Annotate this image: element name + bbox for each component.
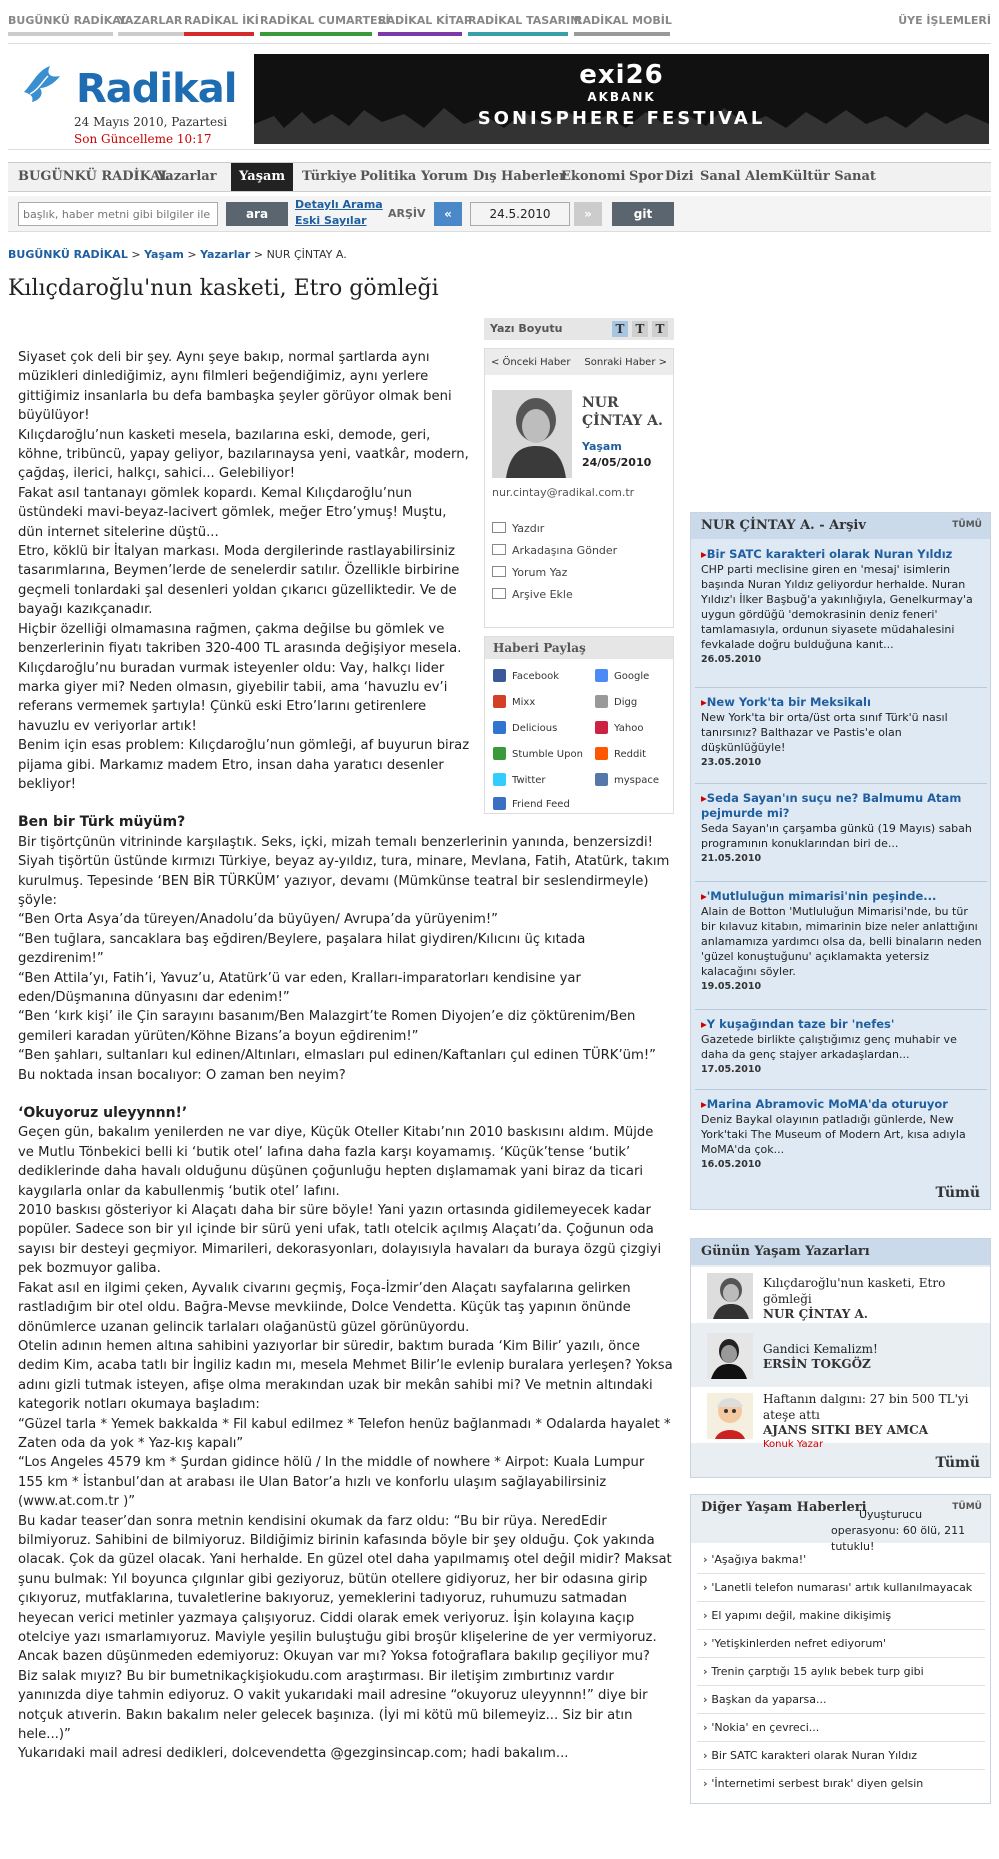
- author-archive: [690, 512, 991, 1210]
- other-news-item[interactable]: › El yapımı değil, makine dikişimiş: [703, 1609, 891, 1622]
- archive-item-text: CHP parti meclisine giren en 'mesaj' isimlerin başında Nuran Yıldız geliyordur herhalde. Nuran Yıldız'ı İlker Başbuğ'a yakınlığıyla, Genelkurmay'a uygun gördüğü 'demokrasinin deniz feneri' tamlamasıyla, ordunun siyasete müdahalesini fevkalade doğru bulduğuna kanıt...: [701, 563, 973, 651]
- share-friendfeed[interactable]: Friend Feed: [493, 797, 570, 810]
- archive-item-title[interactable]: ▸ Y kuşağından taze bir 'nefes': [701, 1017, 983, 1032]
- detailed-search-link[interactable]: Detaylı Arama: [295, 198, 383, 211]
- share-mixx[interactable]: Mixx: [493, 695, 535, 708]
- article-paragraph: Bu noktada insan bocalıyor: O zaman ben neyim?: [18, 1067, 346, 1083]
- yahoo-icon: [595, 721, 608, 734]
- nav-sanal-alem[interactable]: Sanal Alem: [700, 169, 783, 184]
- article-paragraph: Fakat asıl tantanayı gömlek kopardı. Kemal Kılıçdaroğlu’nun üstündeki mavi-beyaz-lacivert gömlek, meğer Etro’ymuş! Muştu, dün internet sitelerine düştü...: [18, 485, 447, 540]
- prev-next-bar: [485, 349, 673, 375]
- next-article-link[interactable]: Sonraki Haber >: [584, 357, 667, 368]
- nav-politika[interactable]: Politika: [360, 169, 417, 184]
- archive-header: [691, 513, 990, 539]
- article-paragraph: Kılıçdaroğlu’nun kasketi mesela, bazılarına eski, demode, geri, köhne, tribüncü, yapay geliyor, bazılarınaysa yeni, vaatkâr, modern, çağdaş, ilerici, halkçı, sahici... Gelebiliyor!: [18, 427, 469, 482]
- writer-article-title[interactable]: Haftanın dalgını: 27 bin 500 TL'yi ateşe attı: [763, 1392, 969, 1422]
- article-paragraph: “Los Angeles 4579 km * Şurdan gidince hölü / In the middle of nowhere * Airpot: Kuala Lumpur 155 km * İstanbul’dan at arabası ile Ulan Bator’a hızlı ve konforlu ulaşım sağlayabilirsiniz (www.at.com.tr )”: [18, 1455, 645, 1510]
- delicious-icon: [493, 721, 506, 734]
- topbar-link-mobil[interactable]: RADİKAL MOBİL: [574, 14, 670, 27]
- last-update: Son Güncelleme 10:17: [74, 132, 212, 146]
- digg-icon: [595, 695, 608, 708]
- dove-logo-icon: [20, 62, 66, 106]
- breadcrumb-writers[interactable]: Yazarlar: [200, 248, 251, 261]
- share-title: Haberi Paylaş: [485, 637, 673, 659]
- other-news-item[interactable]: › 'İnternetimi serbest bırak' diyen gelsin: [703, 1777, 923, 1790]
- article-paragraph: Yukarıdaki mail adresi dedikleri, dolcevendetta @gezginsincap.com; hadi bakalım...: [18, 1746, 569, 1762]
- search-button[interactable]: ara: [226, 202, 288, 226]
- archive-title: NUR ÇİNTAY A. - Arşiv: [701, 518, 866, 533]
- folder-icon: [492, 588, 506, 599]
- archive-item-date: 19.05.2010: [701, 981, 762, 992]
- writer-name[interactable]: ERSİN TOKGÖZ: [763, 1357, 871, 1371]
- archive-item-text: Seda Sayan'ın çarşamba günkü (19 Mayıs) sabah programının konuklarından biri de...: [701, 822, 972, 850]
- article-paragraph: “Ben Attila’yı, Fatih’i, Yavuz’u, Atatürk’ü var eden, Kralları-imparatorları kendisine yar eden/Düşmanına dünyasını dar edenim!”: [18, 970, 581, 1005]
- network-bar: [8, 8, 991, 44]
- comment-icon: [492, 566, 506, 577]
- archive-next-button[interactable]: »: [574, 202, 602, 226]
- author-email[interactable]: nur.cintay@radikal.com.tr: [492, 486, 635, 499]
- other-news-item[interactable]: › 'Lanetli telefon numarası' artık kullanılmayacak: [703, 1581, 972, 1594]
- facebook-icon: [493, 669, 506, 682]
- archive-item-text: Deniz Baykal olayının patladığı günlerde, New York'taki The Museum of Modern Art, kısa adıyla MoMA'da çok...: [701, 1113, 966, 1156]
- writer-photo: [707, 1393, 753, 1439]
- writer-article-title[interactable]: Kılıçdaroğlu'nun kasketi, Etro gömleği: [763, 1276, 946, 1306]
- site-logo[interactable]: [16, 54, 256, 114]
- archive-prev-button[interactable]: «: [434, 202, 462, 226]
- twitter-icon: [493, 773, 506, 786]
- nav-spor[interactable]: Spor: [629, 169, 663, 184]
- archive-item-title[interactable]: ▸ New York'ta bir Meksikalı: [701, 695, 983, 710]
- archive-item-date: 21.05.2010: [701, 853, 762, 864]
- author-photo: [492, 390, 572, 478]
- archive-item-title[interactable]: ▸ Bir SATC karakteri olarak Nuran Yıldız: [701, 547, 983, 562]
- article-paragraph: Otelin adının hemen altına sahibini yazıyorlar bir süredir, baktım burada ‘Kim Bilir’ yazılı, önce dedim Kim, acaba tatlı bir İngiliz kadın mı, mesela Mehmet Bilir’le evlenip buralara yerleşen? Yoksa adını gizli tutmak isteyen, afişe olma merakından uzak bir mekân sahibi mi? Ve metnin altındaki kategorik notları okumaya başladım:: [18, 1338, 673, 1413]
- share-reddit[interactable]: Reddit: [595, 747, 646, 760]
- archive-item[interactable]: [701, 695, 983, 770]
- banner-brand: exi26: [579, 60, 664, 90]
- ad-banner[interactable]: [254, 54, 989, 144]
- archive-item-title[interactable]: ▸ 'Mutluluğun mimarisi'nin peşinde...: [701, 889, 983, 904]
- archive-item[interactable]: [701, 791, 983, 866]
- writer-row[interactable]: [691, 1387, 990, 1450]
- article-paragraph: Fakat asıl en ilgimi çeken, Ayvalık civarını geçmiş, Foça-İzmir’den Alaçatı sayfalarına gelirken rastladığım bir otel oldu. Bağra-Mevse mevkiinde, Dolce Vendetta. Küçük taş yapının önünde dönümlerce uzanan gelincik tarlaları olağanüstü güzel görünüyordu.: [18, 1280, 631, 1335]
- prev-article-link[interactable]: < Önceki Haber: [491, 357, 571, 368]
- mixx-icon: [493, 695, 506, 708]
- comment-action[interactable]: Yorum Yaz: [492, 566, 567, 579]
- share-google[interactable]: Google: [595, 669, 649, 682]
- article-paragraph: Benim için esas problem: Kılıçdaroğlu’nun gömleği, af buyurun biraz pijama gibi. Markamız madem Etro, insan daha yaratıcı desenler bekliyor!: [18, 738, 470, 792]
- nav-yasam[interactable]: Yaşam: [231, 163, 293, 191]
- article-tools: [484, 318, 674, 810]
- other-news-item[interactable]: › 'Yetişkinlerden nefret ediyorum': [703, 1637, 886, 1650]
- article-paragraph: “Ben tuğlara, sancaklara baş eğdiren/Beylere, paşalara hilat giydiren/Kılıcını üç kıtada gezdirenim!”: [18, 931, 586, 967]
- other-news-item[interactable]: › Trenin çarptığı 15 aylık bebek turp gibi: [703, 1665, 924, 1678]
- section-heading: Ben bir Türk müyüm?: [18, 814, 186, 831]
- share-digg[interactable]: Digg: [595, 695, 637, 708]
- writer-row[interactable]: [691, 1267, 990, 1323]
- nav-ekonomi[interactable]: Ekonomi: [561, 169, 626, 184]
- archive-item-date: 17.05.2010: [701, 1064, 762, 1075]
- font-size-bar: [484, 318, 674, 340]
- other-news-header: [691, 1495, 990, 1553]
- share-myspace[interactable]: myspace: [595, 773, 659, 786]
- article-paragraph: Bu kadar teaser’dan sonra metnin kendisini okumak da farz oldu: “Bu bir rüya. NeredEdir bilmiyoruz. Sahibini de bilmiyoruz. Bildiğimiz birinin kafasında böyle bir şey olduğu. Çok yakında olacak. Çok da güzel olacak. Yani herhalde. En güzel otel daha yapılmamış otel değil midir? Maksat şunu bulmak: Yıl boyunca çılgınlar gibi geziyoruz, bütün otellere gidiyoruz, her bir odasına girip çıkıyoruz, mutfaklarına, tuvaletlerine bakıyoruz, yemeklerini tadıyoruz, ruhumuzu satmadan heyecan verici metinler yazmaya çalışıyoruz. Ciddi olarak emek veriyoruz. İşin kolayına kaçıp otelciye yazı ısmarlamıyoruz. Maviyle yeşilin buluştuğu gibi broşür klişelerine de yer vermiyoruz. Ancak bazen düşünmeden edemiyoruz: Okuyan var mı? Yoksa fotoğraflara bakılıp geçiliyor mu? Biz salak mıyız? Bu bir bumetnikaçkişiokudu.com araştırması. Bir iletişim zımbırtınız vardır yanınızda diye tahmin ediyoruz. O vakit yukarıdaki mail adresine “okuyoruz uleyynnn!” diye bir notçuk atıverin. Bakın bakalım neler gelecek başınıza. (İyi mi kötü mü bilemeyiz... Siz bir atın hele...)”: [18, 1513, 672, 1743]
- topbar-link-bugunku[interactable]: BUGÜNKÜ RADİKAL: [8, 14, 113, 27]
- other-news-item[interactable]: › Başkan da yaparsa...: [703, 1693, 826, 1706]
- article-paragraph: Kılıçdaroğlu’nu buradan vurmak isteyenler oldu: Vay, halkçı lider marka giyer mi? Neden olmasın, giyebilir tabii, ama ‘havuzlu ev’i referans vermemek şartıyla! Çünkü eski Etro’larını getirenlere havuzlu ev veriyorlar artık!: [18, 660, 448, 734]
- other-news-item[interactable]: › Bir SATC karakteri olarak Nuran Yıldız: [703, 1749, 917, 1762]
- author-name[interactable]: NUR ÇİNTAY A.: [582, 395, 663, 429]
- writers-title: Günün Yaşam Yazarları: [701, 1244, 870, 1259]
- writer-photo: [707, 1273, 753, 1319]
- guest-writer-label: Konuk Yazar: [763, 1439, 824, 1450]
- article-paragraph: Geçen gün, bakalım yenilerden ne var diye, Küçük Oteller Kitabı’nın 2010 baskısını aldım. Müjde ve Mutlu Tönbekici belli ki ‘butik otel’ lafına daha fazla karşı koyamamış. ‘Küçük’tense ‘butik’ dediklerinde daha havalı olduğunu düşünen çoğunluğu hepten dışlamamak yani biraz da ticari kaygılarla onlar da kabullenmiş ‘butik otel’ lafını.: [18, 1125, 654, 1199]
- writers-header: [691, 1239, 990, 1265]
- archive-item-date: 23.05.2010: [701, 757, 762, 768]
- writer-article-title[interactable]: Gandici Kemalizm!: [763, 1342, 878, 1356]
- writer-row[interactable]: [691, 1327, 990, 1383]
- other-news-item[interactable]: › 'Nokia' en çevreci...: [703, 1721, 819, 1734]
- author-portrait-icon: [492, 390, 572, 478]
- article-paragraph: “Ben şahları, sultanları kul edinen/Altınları, elmasları pul edinen/Kaftanları çul edinen TÜRK’üm!”: [18, 1048, 656, 1064]
- old-issues-link[interactable]: Eski Sayılar: [295, 214, 367, 227]
- article-paragraph: “Ben Orta Asya’da türeyen/Anadolu’da büyüyen/ Avrupa’da yürüyenim!”: [18, 912, 499, 928]
- article-paragraph: Bir tişörtçünün vitrininde karşılaştık. Seks, içki, mizah temalı benzerlerinin yanında, benzersizdi! Siyah tişörtün üstünde kırmızı Türkiye, beyaz ay-yıldız, tura, minare, Mevlana, Fatih, Atatürk, takım kurulmuş. Tepesinde ‘BEN BİR TÜRKÜM’ yazıyor, devamı (Mümkünse teatral bir seslendirmeyle) şöyle:: [18, 834, 670, 908]
- printer-icon: [492, 522, 506, 533]
- archive-label: ARŞİV: [388, 207, 426, 220]
- archive-footer-link[interactable]: Tümü: [935, 1185, 980, 1201]
- member-link[interactable]: ÜYE İŞLEMLERİ: [898, 14, 991, 27]
- other-news: [690, 1494, 991, 1804]
- topbar-link-cumartesi[interactable]: RADİKAL CUMARTESİ: [260, 14, 372, 27]
- nav-dizi[interactable]: Dizi: [665, 169, 694, 184]
- banner-sponsor: AKBANK: [587, 90, 656, 104]
- archive-item-text: Gazetede birlikte çalıştığımız genç muhabir ve daha da genç stajyer arkadaşlardan...: [701, 1033, 957, 1061]
- archive-item[interactable]: [701, 1097, 983, 1172]
- writer-portrait-icon: [707, 1333, 753, 1379]
- other-news-item[interactable]: › 'Aşağıya bakma!': [703, 1553, 806, 1566]
- article-paragraph: 2010 baskısı gösteriyor ki Alaçatı daha bir süre böyle! Yani yazın ortasında gidilemeyecek kadar popüler. Sadece son bir yıl içinde bir sürü yeni ufak, tatlı otelcik açılmış Alaçatı’da. Çoğunun oda sayısı bir desteyi geçmiyor. Mimarileri, dekorasyonları, dolayısıyla havaları da buraya özgü çizgiyi pek bozmuyor galiba.: [18, 1203, 662, 1277]
- nav-yorum[interactable]: Yorum: [421, 169, 468, 184]
- site-header: [8, 50, 991, 150]
- font-size-label: Yazı Boyutu: [490, 322, 563, 335]
- share-twitter[interactable]: Twitter: [493, 773, 546, 786]
- breadcrumb-sep-2: >: [183, 248, 201, 261]
- font-small-button[interactable]: T: [612, 321, 628, 337]
- article-paragraph: Etro, köklü bir İtalyan markası. Moda dergilerinde rastlayabilirsiniz tasarımlarına, Beymen’lerde de senelerdir satılır. Özellikle birbirine geçmeli tonlardaki şal desenleri yoldan çıkarıcı güzelliktedir. Ve de bayağı kazıkçanadır.: [18, 544, 460, 618]
- nav-dis-haberler[interactable]: Dış Haberler: [473, 169, 567, 184]
- archive-item[interactable]: [701, 547, 983, 667]
- breadcrumb-current: NUR ÇİNTAY A.: [266, 248, 347, 261]
- breadcrumb-section[interactable]: Yaşam: [144, 248, 184, 261]
- breadcrumb: [8, 248, 347, 261]
- page-title: Kılıçdaroğlu'nun kasketi, Etro gömleği: [8, 276, 439, 301]
- search-input[interactable]: [18, 202, 218, 226]
- other-news-all-link[interactable]: TÜMÜ: [952, 1502, 982, 1512]
- banner-event: SONISPHERE FESTIVAL: [477, 108, 766, 129]
- current-date: 24 Mayıs 2010, Pazartesi: [74, 115, 228, 129]
- other-news-title: Diğer Yaşam Haberleri: [701, 1500, 867, 1515]
- topbar-link-iki[interactable]: RADİKAL İKİ: [184, 14, 254, 27]
- writer-photo: [707, 1333, 753, 1379]
- nav-turkiye[interactable]: Türkiye: [302, 169, 357, 184]
- writer-name[interactable]: AJANS SITKI BEY AMCA: [763, 1423, 929, 1437]
- share-facebook[interactable]: Facebook: [493, 669, 559, 682]
- article-paragraph: “Ben ‘kırk kişi’ ile Çin sarayını basanım/Ben Malazgirt’te Romen Diyojen’e diz çöktürenim/Ben gemileri karadan yürüten/Köhne Bizans’a boyun eğdirenim!”: [18, 1009, 636, 1044]
- cartoon-portrait-icon: [707, 1393, 753, 1439]
- share-delicious[interactable]: Delicious: [493, 721, 557, 734]
- stumbleupon-icon: [493, 747, 506, 760]
- main-nav: [8, 162, 991, 192]
- breadcrumb-sep-3: >: [250, 248, 267, 261]
- archive-item-date: 26.05.2010: [701, 654, 762, 665]
- daily-writers: [690, 1238, 991, 1478]
- nav-kultur-sanat[interactable]: Kültür Sanat: [782, 169, 876, 184]
- print-action[interactable]: Yazdır: [492, 522, 544, 535]
- nav-bugunku[interactable]: BUGÜNKÜ RADİKAL: [18, 169, 170, 184]
- archive-go-button[interactable]: git: [612, 202, 674, 226]
- archive-date-input[interactable]: 24.5.2010: [470, 202, 570, 226]
- article-date: 24/05/2010: [582, 456, 652, 469]
- archive-item-title[interactable]: ▸ Marina Abramovic MoMA'da oturuyor: [701, 1097, 983, 1112]
- other-news-first[interactable]: Uyuşturucu operasyonu: 60 ölü, 211 tutuklu!: [831, 1508, 966, 1553]
- topbar-link-kitap[interactable]: RADİKAL KİTAP: [378, 14, 462, 27]
- article-paragraph: Hiçbir özelliği olmamasına rağmen, çakma değilse bu gömlek ve benzerlerinin fiyatı takriben 320-400 TL arasında değişiyor mesela.: [18, 621, 462, 657]
- article-paragraph: Siyaset çok deli bir şey. Aynı şeye bakıp, normal şartlarda aynı müzikleri dinlediğimiz, aynı filmleri beğendiğimiz, aynı yerlere gittiğimiz insanlarla bu defa bambaşka şeyler görüyor olmak beni büyülüyor!: [18, 350, 452, 424]
- archive-add-action[interactable]: Arşive Ekle: [492, 588, 573, 601]
- myspace-icon: [595, 773, 608, 786]
- author-section[interactable]: Yaşam: [582, 440, 622, 453]
- archive-item-text: New York'ta bir orta/üst orta sınıf Türk'ü nasıl tanırsınız? Balthazar ve Pastis'e olan düşkünlüğüyle!: [701, 711, 948, 754]
- friendfeed-icon: [493, 797, 506, 810]
- writer-portrait-icon: [707, 1273, 753, 1319]
- nav-yazarlar[interactable]: Yazarlar: [157, 169, 217, 184]
- reddit-icon: [595, 747, 608, 760]
- breadcrumb-home[interactable]: BUGÜNKÜ RADİKAL: [8, 248, 128, 261]
- archive-item[interactable]: [701, 1017, 983, 1077]
- archive-item-text: Alain de Botton 'Mutluluğun Mimarisi'nde, bu tür bir kılavuz kitabın, mimarinin bize neler anlattığını anlamamıza yardımcı olsa da, belli binaların neden 'güzel konuştuğunu' açıklamakta yetersiz kalacağını söyler.: [701, 905, 982, 978]
- article-paragraph: “Güzel tarla * Yemek bakkalda * Fil kabul edilmez * Telefon henüz bağlanmadı * Odalarda hayalet * Zaten oda da yok * Yaz-kış kapalı”: [18, 1416, 671, 1451]
- envelope-icon: [492, 544, 506, 555]
- font-large-button[interactable]: T: [652, 321, 668, 337]
- font-medium-button[interactable]: T: [632, 321, 648, 337]
- writer-name[interactable]: NUR ÇİNTAY A.: [763, 1307, 868, 1321]
- section-heading: ‘Okuyoruz uleyynnn!’: [18, 1105, 188, 1122]
- topbar-link-yazarlar[interactable]: YAZARLAR: [118, 14, 188, 27]
- send-friend-action[interactable]: Arkadaşına Gönder: [492, 544, 617, 557]
- writers-footer-link[interactable]: Tümü: [935, 1455, 980, 1471]
- archive-all-link[interactable]: TÜMÜ: [952, 520, 982, 530]
- archive-item-date: 16.05.2010: [701, 1159, 762, 1170]
- share-box: [484, 636, 674, 814]
- google-icon: [595, 669, 608, 682]
- archive-item[interactable]: [701, 889, 983, 994]
- topbar-link-tasarim[interactable]: RADİKAL TASARIM: [468, 14, 568, 27]
- search-bar: [8, 196, 991, 232]
- breadcrumb-sep-1: >: [127, 248, 145, 261]
- archive-item-title[interactable]: ▸ Seda Sayan'ın suçu ne? Balmumu Atam pejmurde mi?: [701, 791, 983, 821]
- logo-wordmark: Radikal: [76, 66, 237, 112]
- share-stumbleupon[interactable]: Stumble Upon: [493, 747, 583, 760]
- share-yahoo[interactable]: Yahoo: [595, 721, 643, 734]
